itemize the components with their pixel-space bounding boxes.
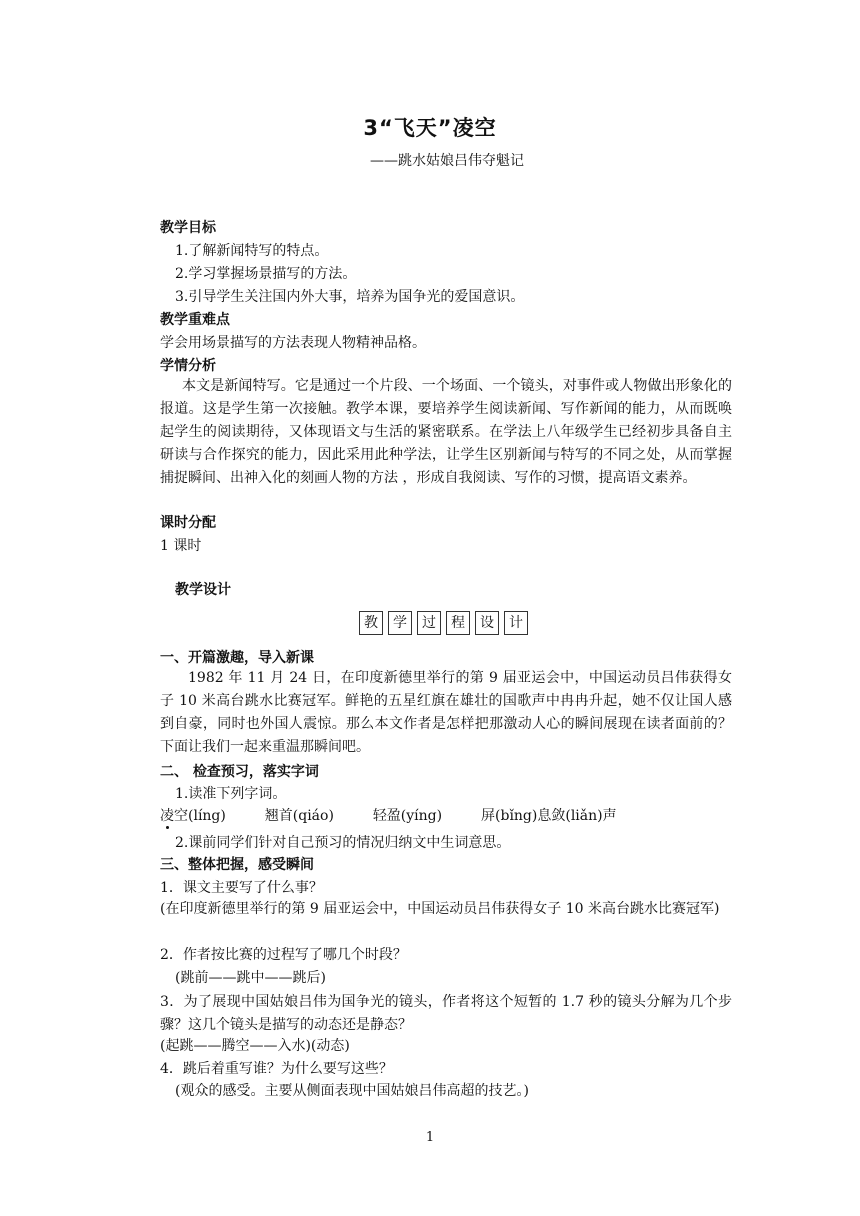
- vocab-line: [160, 806, 617, 826]
- lesson-title: 3“飞天”凌空: [363, 116, 497, 140]
- banner-char: 学: [388, 611, 412, 635]
- banner-char: 设: [475, 611, 499, 635]
- answer: (跳前——跳中——跳后): [175, 970, 326, 986]
- goals-heading: 教学目标: [160, 220, 216, 236]
- section2-item1: 1.读准下列字词。: [175, 786, 287, 802]
- periods-heading: 课时分配: [160, 515, 216, 531]
- keypoints-heading: 教学重难点: [160, 312, 230, 328]
- answer: (起跳——腾空——入水)(动态): [160, 1038, 350, 1054]
- periods-text: 1 课时: [160, 538, 202, 554]
- analysis-heading: 学情分析: [160, 358, 216, 374]
- banner-char: 教: [359, 611, 383, 635]
- banner-char: 计: [504, 611, 528, 635]
- vocab-word: 空(líng): [174, 808, 226, 824]
- question: [160, 991, 732, 1037]
- section1-paragraph: 1982 年 11 月 24 日，在印度新德里举行的第 9 届亚运会中，中国运动员吕伟获得女子 10 米高台跳水比赛冠军。鲜艳的五星红旗在雄壮的国歌声中冉冉升起，她不仅让国人感到自豪，同时也外国人震惊。那么本文作者是怎样把那激动人心的瞬间展现在读者面前的？下面让我们一起来重温那瞬间吧。: [160, 670, 732, 755]
- page-number: 1: [425, 1130, 435, 1145]
- goal-item: 1.了解新闻特写的特点。: [175, 243, 329, 259]
- section3-heading: 三、整体把握，感受瞬间: [160, 857, 314, 873]
- vocab-emphasized-char: 凌: [160, 808, 174, 824]
- design-heading: 教学设计: [175, 582, 231, 598]
- vocab-word: 屏(bǐng)息敛(liǎn)声: [481, 808, 617, 824]
- vocab-word: 翘首(qiáo): [264, 808, 334, 824]
- section2-heading: 二、 检查预习，落实字词: [160, 764, 319, 780]
- teaching-process-banner: [359, 611, 533, 635]
- vocab-word: 轻盈(yíng): [372, 808, 443, 824]
- section2-item2: 2.课前同学们针对自己预习的情况归纳文中生词意思。: [175, 835, 511, 851]
- question: 4．跳后着重写谁？为什么要写这些？: [160, 1061, 393, 1077]
- goal-item: 3.引导学生关注国内外大事，培养为国争光的爱国意识。: [175, 289, 525, 305]
- question-text: 3．为了展现中国姑娘吕伟为国争光的镜头，作者将这个短暂的 1.7 秒的镜头分解为几个步骤？这几个镜头是描写的动态还是静态？: [160, 994, 732, 1033]
- section1-heading: 一、开篇激趣，导入新课: [160, 650, 314, 666]
- question: 2．作者按比赛的过程写了哪几个时段？: [160, 947, 407, 963]
- lesson-subtitle: ——跳水姑娘吕伟夺魁记: [370, 153, 524, 169]
- analysis-paragraph: 本文是新闻特写。它是通过一个片段、一个场面、一个镜头，对事件或人物做出形象化的报道。这是学生第一次接触。教学本课，要培养学生阅读新闻、写作新闻的能力，从而既唤起学生的阅读期待，又体现语文与生活的紧密联系。在学法上八年级学生已经初步具备自主研读与合作探究的能力，因此采用此种学法，让学生区别新闻与特写的不同之处，从而掌握捕捉瞬间、出神入化的刻画人物的方法 ，形成自我阅读、写作的习惯，提高语文素养。: [160, 378, 732, 486]
- question: 1．课文主要写了什么事？: [160, 880, 323, 896]
- keypoints-text: 学会用场景描写的方法表现人物精神品格。: [160, 335, 426, 351]
- answer: (观众的感受。主要从侧面表现中国姑娘吕伟高超的技艺。): [175, 1083, 529, 1099]
- answer: (在印度新德里举行的第 9 届亚运会中，中国运动员吕伟获得女子 10 米高台跳水比赛冠军): [160, 901, 720, 917]
- banner-char: 程: [446, 611, 470, 635]
- goal-item: 2.学习掌握场景描写的方法。: [175, 266, 357, 282]
- banner-char: 过: [417, 611, 441, 635]
